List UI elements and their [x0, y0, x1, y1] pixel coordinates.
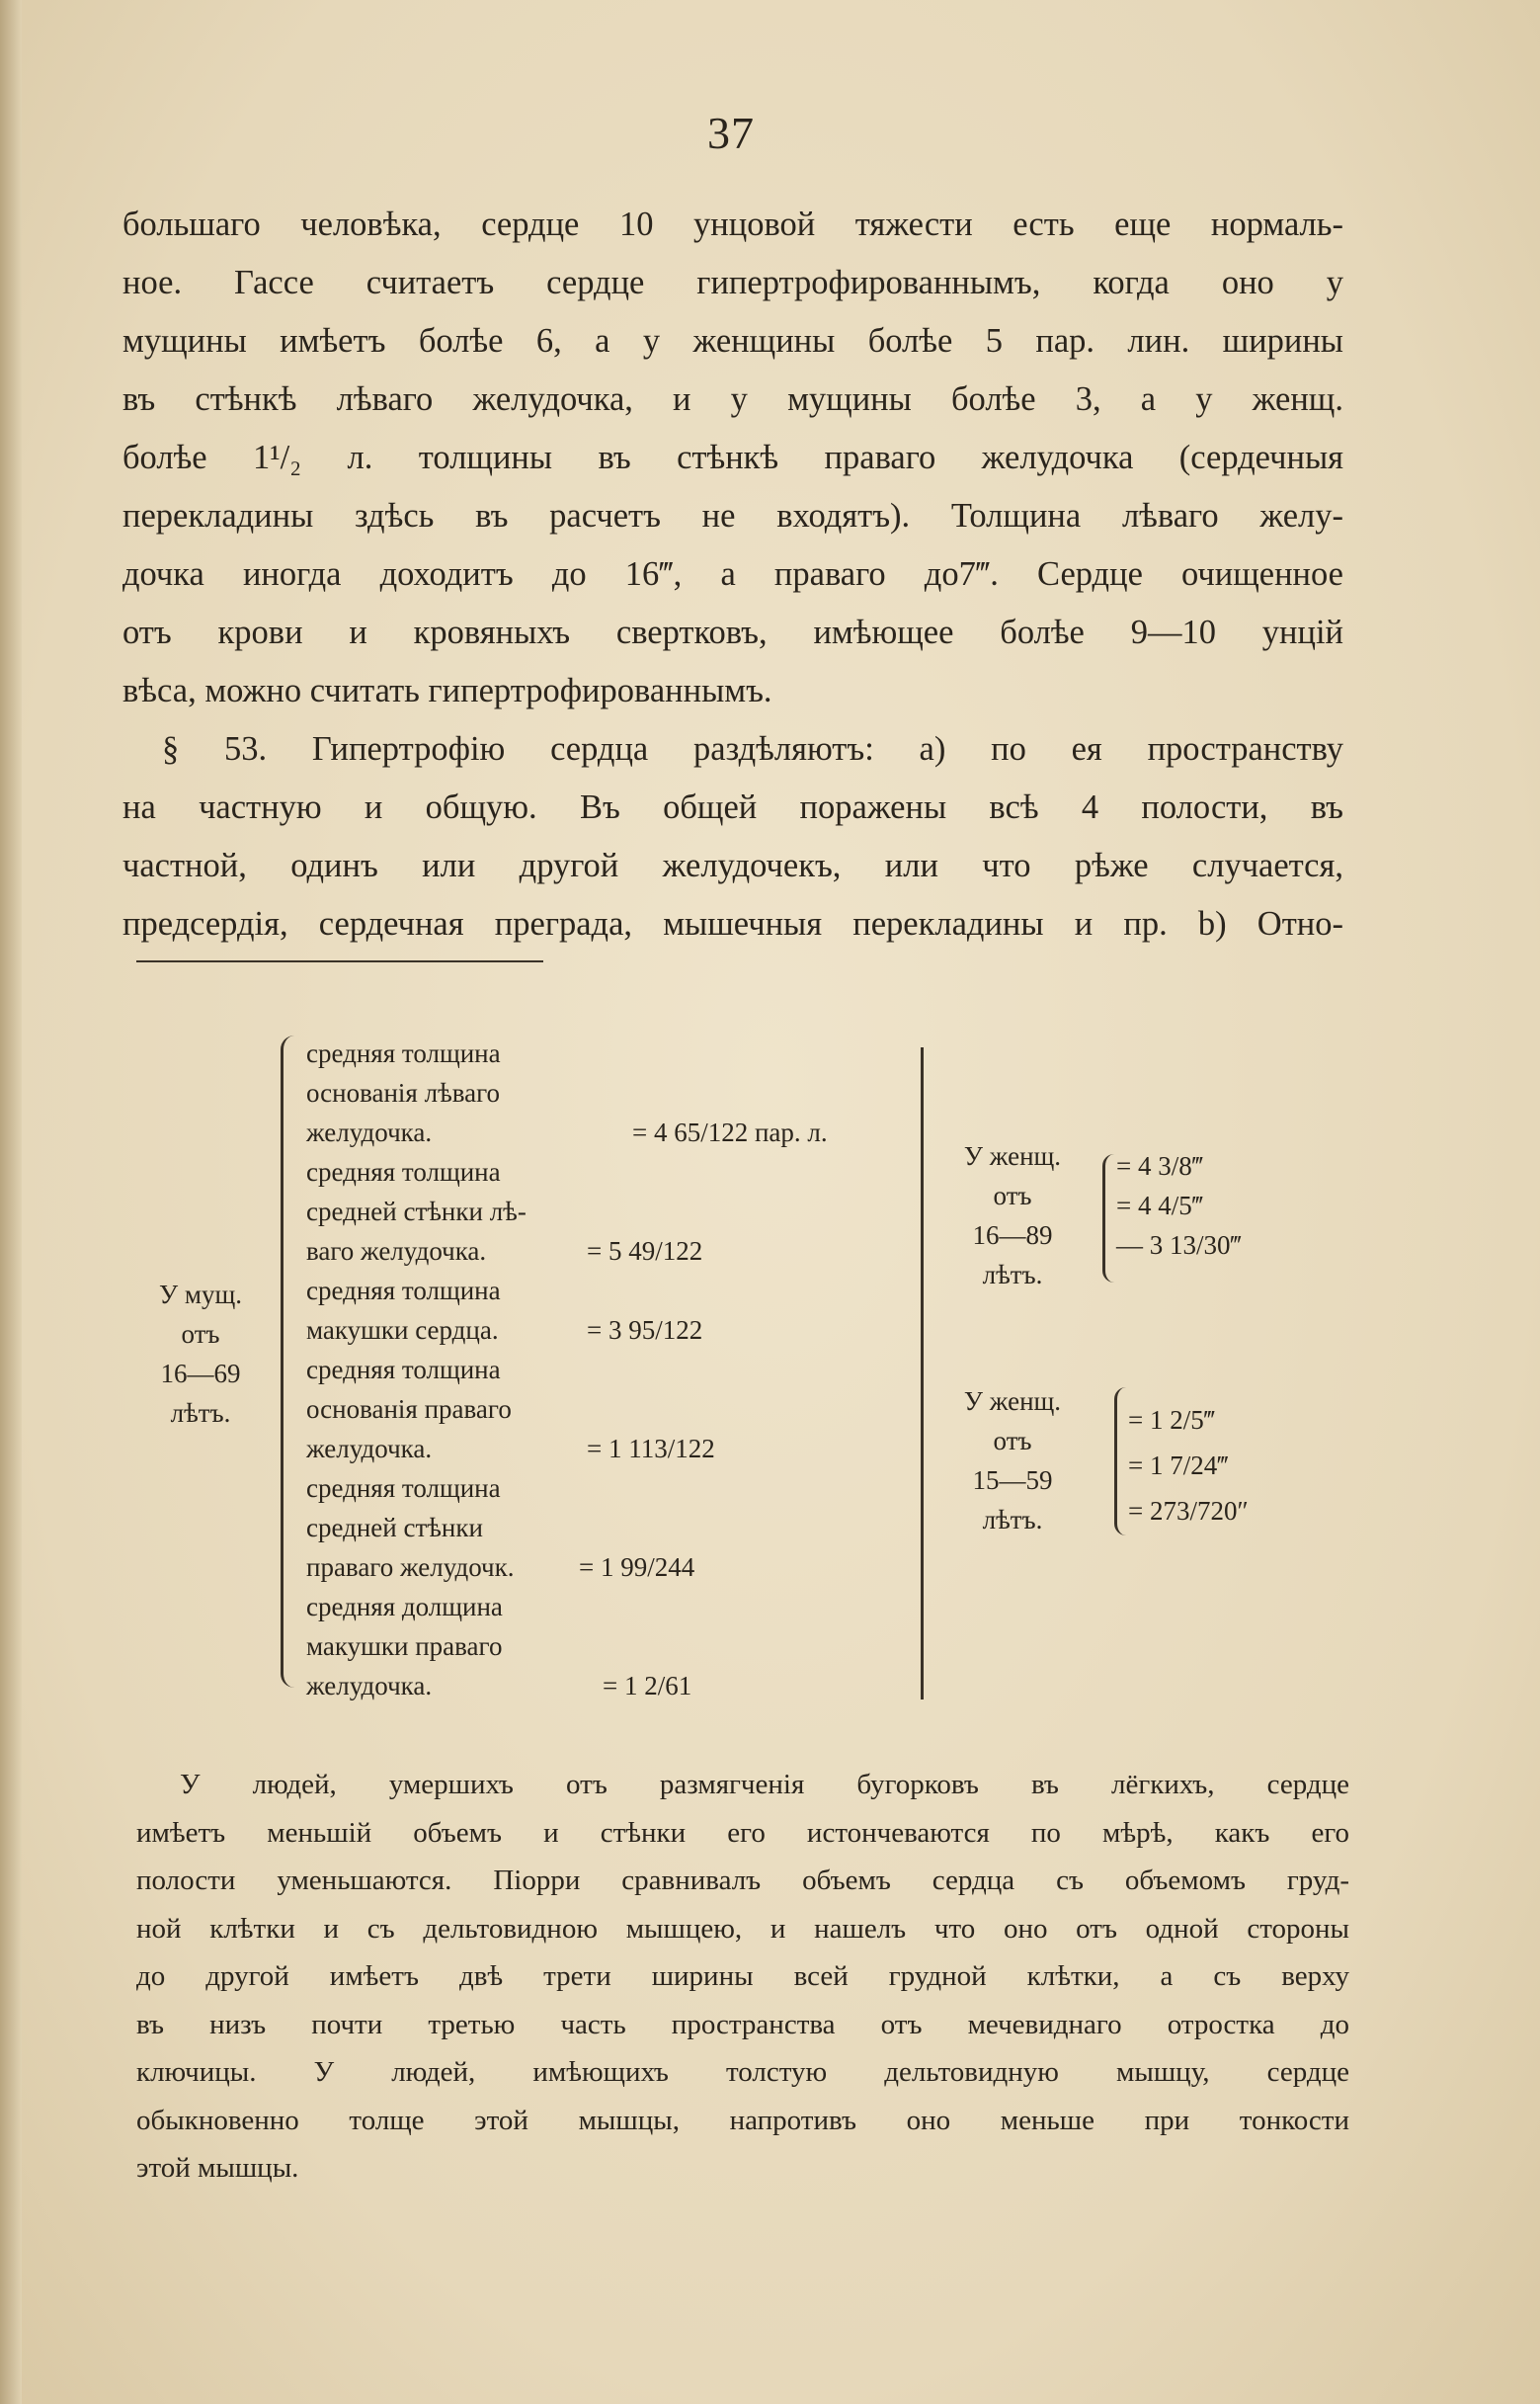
value-line: = 4 3/8‴	[1116, 1151, 1203, 1181]
text-line: на частную и общую. Въ общей поражены всѣ 4 полости, въ	[122, 788, 1343, 826]
row-label: макушки сердца.	[306, 1315, 499, 1345]
text-line: въ низъ почти третью часть пространства отъ мечевиднаго отростка до	[136, 2008, 1349, 2040]
measurement-row	[306, 1034, 938, 1152]
row-label: средняя долщина	[306, 1592, 503, 1621]
row-label: основанія лѣваго	[306, 1078, 501, 1108]
measurement-row	[306, 1271, 938, 1350]
text-line: болѣе 1¹/₂ л. толщины въ стѣнкѣ праваго желудочка (сердечныя	[122, 439, 1343, 476]
text-line: этой мышцы.	[136, 2152, 299, 2184]
text-line: имѣетъ меньшій объемъ и стѣнки его истончеваются по мѣрѣ, какъ его	[136, 1816, 1349, 1849]
row-label: ваго желудочка.	[306, 1236, 487, 1266]
main-text-block	[122, 196, 1343, 953]
text-line: перекладины здѣсь въ расчетъ не входятъ). Толщина лѣваго желу-	[122, 497, 1343, 535]
value-line: — 3 13/30‴	[1116, 1230, 1242, 1260]
group-label-line: лѣтъ.	[982, 1505, 1043, 1534]
text-line: обыкновенно толще этой мышцы, напротивъ оно меньше при тонкости	[136, 2104, 1349, 2136]
page-number: 37	[707, 108, 755, 158]
text-line: ключицы. У людей, имѣющихъ толстую дельтовидную мышцу, сердце	[136, 2056, 1349, 2088]
row-value: = 3 95/122	[587, 1315, 703, 1345]
row-label: макушки праваго	[306, 1631, 503, 1661]
footnote-rule	[136, 960, 543, 962]
value-line: = 1 7/24‴	[1128, 1451, 1229, 1480]
text-line: ной клѣтки и съ дельтовидною мышцею, и нашелъ что оно отъ одной стороны	[136, 1912, 1349, 1945]
text-line: полости уменьшаются. Піорри сравнивалъ объемъ сердца съ объемомъ груд-	[136, 1865, 1349, 1896]
women-values-2	[1128, 1397, 1249, 1534]
measurement-row	[306, 1152, 938, 1271]
group-label-line: 15—59	[972, 1465, 1053, 1495]
footnote-paragraph	[136, 1761, 1349, 2193]
row-label: средней стѣнки лѣ-	[306, 1197, 527, 1226]
page-spine-shadow	[0, 0, 22, 2404]
text-line: частной, одинъ или другой желудочекъ, или что рѣже случается,	[122, 847, 1343, 884]
text-line: мущины имѣетъ болѣе 6, а у женщины болѣе 5 пар. лин. ширины	[122, 322, 1343, 360]
text-line: § 53. Гипертрофію сердца раздѣляютъ: а) по ея пространству	[162, 730, 1343, 768]
measurement-row	[306, 1350, 938, 1468]
text-line: дочка иногда доходитъ до 16‴, а праваго до7‴. Сердце очищенное	[122, 555, 1343, 593]
row-label: желудочка.	[306, 1434, 433, 1463]
women-values-1	[1116, 1146, 1242, 1265]
row-label: желудочка.	[306, 1671, 433, 1700]
women-group-label-2	[938, 1381, 1087, 1539]
measurement-row	[306, 1468, 938, 1587]
row-label: средняя толщина	[306, 1157, 501, 1187]
row-label: средняя толщина	[306, 1038, 501, 1068]
text-line: отъ крови и кровяныхъ свертковъ, имѣющее болѣе 9—10 унцій	[122, 614, 1343, 651]
group-label-line: лѣтъ.	[982, 1260, 1043, 1289]
group-label-line: отъ	[993, 1426, 1032, 1455]
column-divider	[921, 1047, 924, 1699]
group-label-line: отъ	[181, 1319, 220, 1349]
group-label-line: 16—89	[972, 1220, 1053, 1250]
text-line: У людей, умершихъ отъ размягченія бугорковъ въ лёгкихъ, сердце	[180, 1769, 1349, 1800]
text-line: въ стѣнкѣ лѣваго желудочка, и у мущины болѣе 3, а у женщ.	[122, 380, 1343, 418]
group-label-line: У женщ.	[963, 1386, 1062, 1416]
value-line: = 273/720″	[1128, 1496, 1249, 1526]
group-label-line: отъ	[993, 1181, 1032, 1210]
group-label-line: 16—69	[160, 1359, 241, 1388]
text-line: до другой имѣетъ двѣ трети ширины всей грудной клѣтки, а съ верху	[136, 1960, 1349, 1992]
row-label: средняя толщина	[306, 1355, 501, 1384]
row-label: основанія праваго	[306, 1394, 512, 1424]
text-line: вѣса, можно считать гипертрофированнымъ.	[122, 672, 772, 709]
group-label-line: У мущ.	[159, 1280, 242, 1309]
row-value: = 1 2/61	[603, 1671, 692, 1700]
men-brace	[281, 1036, 303, 1688]
row-value: = 5 49/122	[587, 1236, 703, 1266]
text-line: ное. Гассе считаетъ сердце гипертрофированнымъ, когда оно у	[122, 264, 1343, 301]
value-line: = 4 4/5‴	[1116, 1191, 1203, 1220]
value-line: = 1 2/5‴	[1128, 1405, 1215, 1435]
group-label-line: У женщ.	[963, 1141, 1062, 1171]
row-label: средняя толщина	[306, 1473, 501, 1503]
row-label: средняя толщина	[306, 1276, 501, 1305]
row-value: = 1 113/122	[587, 1434, 715, 1463]
text-line: большаго человѣка, сердце 10 унцовой тяжести есть еще нормаль-	[122, 206, 1343, 243]
row-value: = 1 99/244	[579, 1552, 695, 1582]
row-label: праваго желудочк.	[306, 1552, 515, 1582]
row-value: = 4 65/122 пар. л.	[632, 1118, 828, 1147]
row-label: средней стѣнки	[306, 1513, 483, 1542]
women-group-label-1	[938, 1136, 1087, 1294]
text-line: предсердія, сердечная преграда, мышечныя перекладины и пр. b) Отно-	[122, 905, 1343, 943]
men-group-label	[126, 1275, 275, 1433]
measurement-row	[306, 1587, 938, 1705]
row-label: желудочка.	[306, 1118, 433, 1147]
group-label-line: лѣтъ.	[170, 1398, 231, 1428]
men-measurements	[306, 1034, 938, 1705]
